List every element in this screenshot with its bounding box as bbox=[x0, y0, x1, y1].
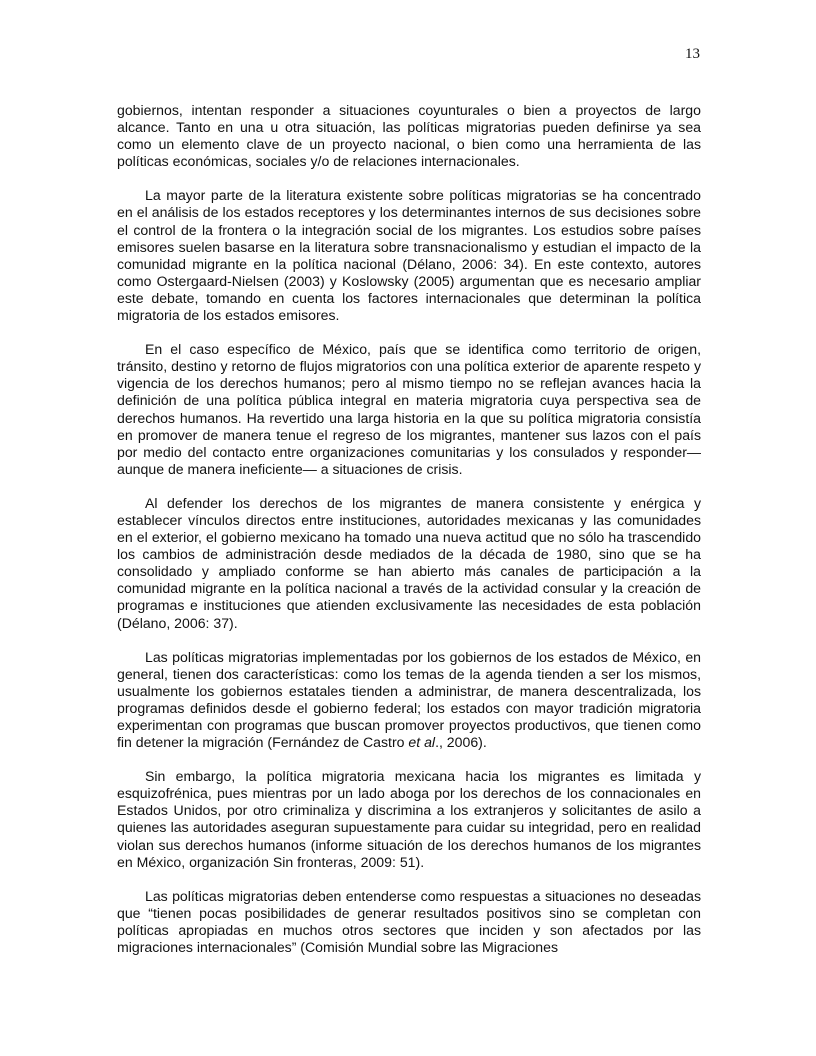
paragraph-5-italic-citation: et al bbox=[408, 734, 436, 751]
paragraph-2: La mayor parte de la literatura existente sobre políticas migratorias se ha concentrado en el análisis de los estados receptores y los determinantes internos de sus decisiones sobre el control de la frontera o la integración social de los migrantes. Los estudios sobre países emisores suelen basarse en la literatura sobre transnacionalismo y estudian el impacto de la comunidad migrante en la política nacional (Délano, 2006: 34). En este contexto, autores como Ostergaard-Nielsen (2003) y Koslowsky (2005) argumentan que es necesario ampliar este debate, tomando en cuenta los factores internacionales que determinan la política migratoria de los estados emisores. bbox=[117, 187, 701, 324]
document-body bbox=[117, 102, 701, 956]
page-number: 13 bbox=[685, 46, 700, 62]
paragraph-5-text-after: ., 2006). bbox=[435, 734, 487, 751]
paragraph-7: Las políticas migratorias deben entenderse como respuestas a situaciones no deseadas que “tienen pocas posibilidades de generar resultados positivos sino se completan con políticas apropiadas en muchos otros sectores que inciden y son afectados por las migraciones internacionales” (Comisión Mundial sobre las Migraciones bbox=[117, 887, 701, 956]
paragraph-6: Sin embargo, la política migratoria mexicana hacia los migrantes es limitada y esquizofrénica, pues mientras por un lado aboga por los derechos de los connacionales en Estados Unidos, por otro criminaliza y discrimina a los extranjeros y solicitantes de asilo a quienes las autoridades aseguran supuestamente para cuidar su integridad, pero en realidad violan sus derechos humanos (informe situación de los derechos humanos de los migrantes en México, organización Sin fronteras, 2009: 51). bbox=[117, 768, 701, 870]
paragraph-5 bbox=[117, 649, 701, 752]
paragraph-5-text-before: Las políticas migratorias implementadas por los gobiernos de los estados de México, en general, tienen dos características: como los temas de la agenda tienden a ser los mismos, usualmente los gobiernos estatales tienden a administrar, de manera descentralizada, los programas definidos desde el gobierno federal; los estados con mayor tradición migratoria experimentan con programas que buscan promover proyectos productivos, que tienen como fin detener la migración (Fernández de Castro bbox=[117, 648, 701, 751]
paragraph-3: En el caso específico de México, país que se identifica como territorio de origen, tránsito, destino y retorno de flujos migratorios con una política exterior de aparente respeto y vigencia de los derechos humanos; pero al mismo tiempo no se reflejan avances hacia la definición de una política pública integral en materia migratoria cuya perspectiva sea de derechos humanos. Ha revertido una larga historia en la que su política migratoria consistía en promover de manera tenue el regreso de los migrantes, mantener sus lazos con el país por medio del contacto entre organizaciones comunitarias y los consulados y responder—aunque de manera ineficiente— a situaciones de crisis. bbox=[117, 341, 701, 477]
paragraph-4: Al defender los derechos de los migrantes de manera consistente y enérgica y establecer vínculos directos entre instituciones, autoridades mexicanas y las comunidades en el exterior, el gobierno mexicano ha tomado una nueva actitud que no sólo ha trascendido los cambios de administración desde mediados de la década de 1980, sino que se ha consolidado y ampliado conforme se han abierto más canales de participación a la comunidad migrante en la política nacional a través de la actividad consular y la creación de programas e instituciones que atienden exclusivamente las necesidades de esta población (Délano, 2006: 37). bbox=[117, 494, 701, 631]
paragraph-1: gobiernos, intentan responder a situaciones coyunturales o bien a proyectos de largo alcance. Tanto en una u otra situación, las políticas migratorias pueden definirse ya sea como un elemento clave de un proyecto nacional, o bien como una herramienta de las políticas económicas, sociales y/o de relaciones internacionales. bbox=[117, 102, 701, 170]
